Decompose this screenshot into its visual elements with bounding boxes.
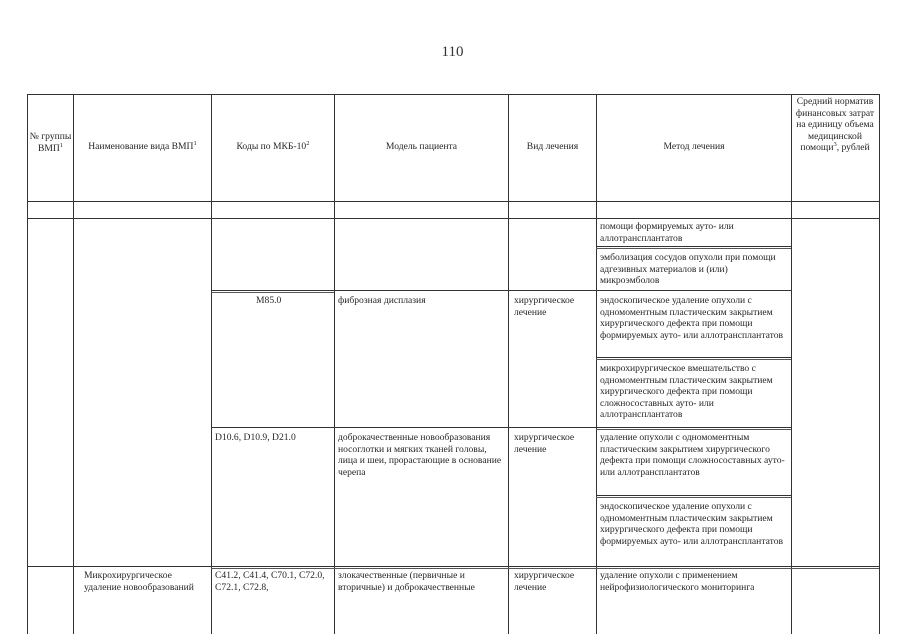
vmp-name-cell: Микрохирургическое удаление новообразований bbox=[84, 570, 194, 593]
method-cell: эндоскопическое удаление опухоли с одномоментным пластическим закрытием хирургического дефекта при помощи формируемых ауто- или аллотрансплантатов bbox=[600, 295, 784, 341]
method-cell: помощи формируемых ауто- или аллотрансплантатов bbox=[600, 221, 734, 244]
icd-code-cell: D10.6, D10.9, D21.0 bbox=[215, 432, 296, 443]
header-icd-codes: Коды по МКБ-$10^2$ bbox=[236, 141, 310, 152]
treatment-type-cell: хирургическое лечение bbox=[514, 432, 575, 455]
method-cell: удаление опухоли с одномоментным пластическим закрытием хирургического дефекта при помощи сложносоставных ауто- или аллотрансплантатов bbox=[600, 432, 785, 478]
header-group-number: № группы ВМП$^1$ bbox=[29, 131, 72, 154]
patient-model-cell: фиброзная дисплазия bbox=[338, 295, 426, 306]
icd-code-cell: М85.0 bbox=[256, 295, 282, 306]
patient-model-cell: злокачественные (первичные и вторичные) и доброкачественные bbox=[338, 570, 475, 593]
method-cell: эмболизация сосудов опухоли при помощи адгезивных материалов и (или) микроэмболов bbox=[600, 252, 776, 287]
page-number: 110 bbox=[441, 44, 464, 60]
header-patient-model: Модель пациента bbox=[385, 141, 458, 152]
header-treatment-type: Вид лечения bbox=[526, 141, 579, 152]
patient-model-cell: доброкачественные новообразования носоглотки и мягких тканей головы, лица и шеи, прорастающие в основание черепа bbox=[338, 432, 502, 478]
method-cell: эндоскопическое удаление опухоли с одномоментным пластическим закрытием хирургического дефекта при помощи формируемых ауто- или аллотрансплантатов bbox=[600, 501, 784, 547]
header-average-cost: Средний норматив финансовых затрат на единицу объема медицинской помощи$^3$, рублей bbox=[795, 96, 875, 154]
header-vmp-name: Наименование вида ВМП$^1$ bbox=[88, 141, 197, 152]
treatment-type-cell: хирургическое лечение bbox=[514, 570, 575, 593]
header-treatment-method: Метод лечения bbox=[663, 141, 725, 152]
method-cell: микрохирургическое вмешательство с одномоментным пластическим закрытием хирургического дефекта при помощи сложносоставных ауто- или аллотрансплантатов bbox=[600, 363, 773, 421]
treatment-type-cell: хирургическое лечение bbox=[514, 295, 575, 318]
method-cell: удаление опухоли с применением нейрофизиологического мониторинга bbox=[600, 570, 755, 593]
icd-code-cell: С41.2, С41.4, С70.1, С72.0, С72.1, С72.8, bbox=[215, 570, 325, 593]
